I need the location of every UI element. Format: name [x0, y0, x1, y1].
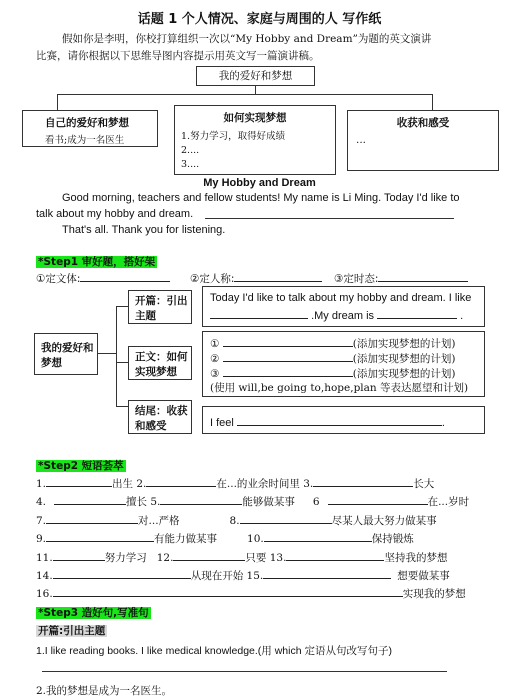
phrase-text: 长大 — [413, 478, 435, 490]
intro-line-2: 比赛，请你根据以下思维导图内容提示用英文写一篇演讲稿。 — [36, 50, 320, 62]
plan-hint: (使用 will,be going to,hope,plan 等表达愿望和计划) — [210, 382, 469, 394]
structure-connector — [116, 306, 128, 307]
intro-line-1: 假如你是李明，你校打算组织一次以“My Hobby and Dream”为题的英文演讲 — [62, 33, 432, 45]
mindmap-mid-item: 1.努力学习，取得好成绩 — [181, 131, 286, 142]
step1-heading-text: *Step1 审好题，搭好架 — [38, 256, 156, 268]
blank-feeling[interactable] — [237, 414, 442, 426]
phrase-text: 出生 2. — [112, 478, 147, 490]
phrase-text: 只要 13. — [245, 552, 287, 564]
mindmap-connector — [57, 94, 58, 110]
blank-plan-2[interactable] — [223, 350, 353, 362]
phrase-number: 16. — [36, 588, 53, 600]
phrase-text: 从现在开始 15. — [190, 570, 264, 582]
mindmap-mid-item: 3.... — [181, 159, 200, 170]
phrase-text: 想要做某事 — [397, 570, 450, 582]
mindmap-connector — [432, 94, 433, 110]
mindmap-mid-item: 2.... — [181, 145, 200, 156]
phrase-number: 10. — [247, 533, 264, 545]
blank-plan-3[interactable] — [223, 365, 353, 377]
structure-root-box — [34, 333, 98, 375]
phrase-blank[interactable] — [264, 530, 372, 542]
blank-dream[interactable] — [377, 307, 457, 319]
phrase-blank[interactable] — [53, 549, 105, 561]
phrase-text: 有能力做某事 — [154, 533, 218, 545]
phrase-number: 12. — [156, 552, 174, 564]
phrase-blank[interactable] — [54, 493, 126, 505]
opening-label: 开篇：引出主题 — [135, 295, 188, 322]
label-genre: ①定文体: — [36, 273, 81, 285]
phrase-text: 在...岁时 — [427, 496, 470, 508]
phrase-number: 8. — [229, 515, 240, 527]
phrase-row-6 — [36, 567, 450, 583]
mindmap-right-title: 收获和感受 — [396, 117, 450, 129]
body-content-box — [202, 331, 485, 397]
phrase-blank[interactable] — [160, 493, 242, 505]
essay-line-1: Good morning, teachers and fellow students! My name is Li Ming. Today I'd like to — [62, 192, 460, 204]
ending-label: 结尾：收获和感受 — [135, 405, 188, 432]
plan-item-marker: ③ — [210, 368, 220, 380]
phrase-blank[interactable] — [313, 475, 413, 487]
structure-connector — [116, 362, 128, 363]
mindmap-mid-title: 如何实现梦想 — [223, 112, 287, 124]
structure-connector — [116, 306, 117, 406]
essay-blank-line[interactable] — [205, 218, 454, 219]
structure-root-label: 我的爱好和梦想 — [41, 342, 94, 369]
mindmap-root-label: 我的爱好和梦想 — [218, 70, 293, 82]
phrase-number: 1. — [36, 478, 47, 490]
label-person: ②定人称: — [190, 273, 235, 285]
phrase-number: 11. — [36, 552, 53, 564]
step1-heading — [36, 254, 157, 269]
phrase-row-4 — [36, 530, 414, 546]
phrase-text: 保持锻炼 — [371, 533, 414, 545]
phrase-row-7 — [36, 585, 466, 601]
plan-suffix: (添加实现梦想的计划) — [352, 368, 456, 380]
blank-hobby[interactable] — [210, 307, 308, 319]
step1-label-c — [334, 270, 468, 286]
blank-person[interactable] — [234, 270, 322, 282]
plan-suffix: (添加实现梦想的计划) — [352, 353, 456, 365]
plan-item-marker: ① — [210, 338, 220, 350]
step3-heading-text: *Step3 造好句,写准句 — [38, 607, 149, 619]
phrase-row-2 — [36, 493, 469, 509]
phrase-blank[interactable] — [263, 567, 391, 579]
step1-label-a — [36, 270, 170, 286]
phrase-blank[interactable] — [286, 549, 384, 561]
plan-item-marker: ② — [210, 353, 220, 365]
phrase-text: 坚持我的梦想 — [384, 552, 448, 564]
step3-sub-text: 开篇:引出主题 — [38, 625, 106, 637]
phrase-row-1 — [36, 475, 434, 491]
essay-line-2: talk about my hobby and dream. — [36, 208, 194, 220]
essay-line-3: That's all. Thank you for listening. — [62, 224, 226, 236]
body-label: 正文：如何实现梦想 — [135, 351, 188, 378]
phrase-text: 努力学习 — [104, 552, 147, 564]
ending-label-box — [128, 400, 192, 434]
phrase-text: 擅长 5. — [126, 496, 161, 508]
phrase-blank[interactable] — [173, 549, 245, 561]
opening-text-2: .My dream is — [311, 310, 375, 322]
phrase-row-5 — [36, 549, 447, 565]
structure-connector — [98, 353, 116, 354]
phrase-text: 在...的业余时间里 3. — [216, 478, 314, 490]
step2-heading — [36, 458, 126, 473]
mindmap-left-content: 看书;成为一名医生 — [45, 135, 125, 146]
phrase-number: 9. — [36, 533, 47, 545]
structure-connector — [116, 406, 128, 407]
phrase-number: 6 — [312, 496, 320, 508]
phrase-blank[interactable] — [240, 512, 332, 524]
mindmap-connector — [57, 94, 432, 95]
step3-question-1: 1.I like reading books. I like medical knowledge.(用 which 定语从句改写句子) — [36, 645, 392, 657]
mindmap-right-content: ... — [356, 134, 367, 146]
step3-subheading — [36, 623, 107, 638]
mindmap-left-box — [22, 110, 158, 147]
opening-content-box: Today I'd like to talk about my hobby and dream. I like .My dream is . — [202, 286, 485, 327]
blank-genre[interactable] — [80, 270, 170, 282]
ending-text: I feel — [210, 417, 234, 429]
step3-question-2: 2.我的梦想是成为一名医生。 — [36, 685, 173, 697]
essay-title: My Hobby and Dream — [203, 177, 316, 189]
mindmap-left-title: 自己的爱好和梦想 — [45, 117, 129, 129]
phrase-row-3 — [36, 512, 437, 528]
label-tense: ③定时态: — [334, 273, 379, 285]
step1-label-b — [190, 270, 322, 286]
phrase-number: 14. — [36, 570, 53, 582]
step2-heading-text: *Step2 短语荟萃 — [38, 460, 124, 472]
mindmap-root-box — [196, 66, 315, 86]
mindmap-connector — [255, 86, 256, 94]
body-label-box — [128, 346, 192, 380]
phrase-text: 能够做某事 — [242, 496, 295, 508]
opening-label-box — [128, 290, 192, 324]
phrase-text: 尽某人最大努力做某事 — [331, 515, 437, 527]
plan-suffix: (添加实现梦想的计划) — [352, 338, 456, 350]
phrase-number: 7. — [36, 515, 47, 527]
phrase-number: 4. — [36, 496, 47, 508]
answer-line-1[interactable] — [42, 671, 447, 672]
phrase-blank[interactable] — [46, 530, 154, 542]
step3-heading — [36, 605, 151, 620]
opening-text-1: Today I'd like to talk about my hobby and dream. I like — [210, 292, 472, 304]
phrase-text: 实现我的梦想 — [402, 588, 466, 600]
phrase-blank[interactable] — [53, 567, 191, 579]
phrase-blank[interactable] — [53, 585, 403, 597]
ending-content-box: I feel . — [202, 406, 485, 434]
phrase-blank[interactable] — [146, 475, 216, 487]
mindmap-mid-box — [174, 105, 336, 175]
phrase-blank[interactable] — [46, 475, 112, 487]
phrase-blank[interactable] — [46, 512, 138, 524]
phrase-blank[interactable] — [328, 493, 428, 505]
phrase-text: 对...严格 — [138, 515, 180, 527]
page-title: 话题 1 个人情况、家庭与周围的人 写作纸 — [137, 12, 382, 27]
mindmap-right-box — [347, 110, 499, 171]
blank-tense[interactable] — [378, 270, 468, 282]
blank-plan-1[interactable] — [223, 335, 353, 347]
